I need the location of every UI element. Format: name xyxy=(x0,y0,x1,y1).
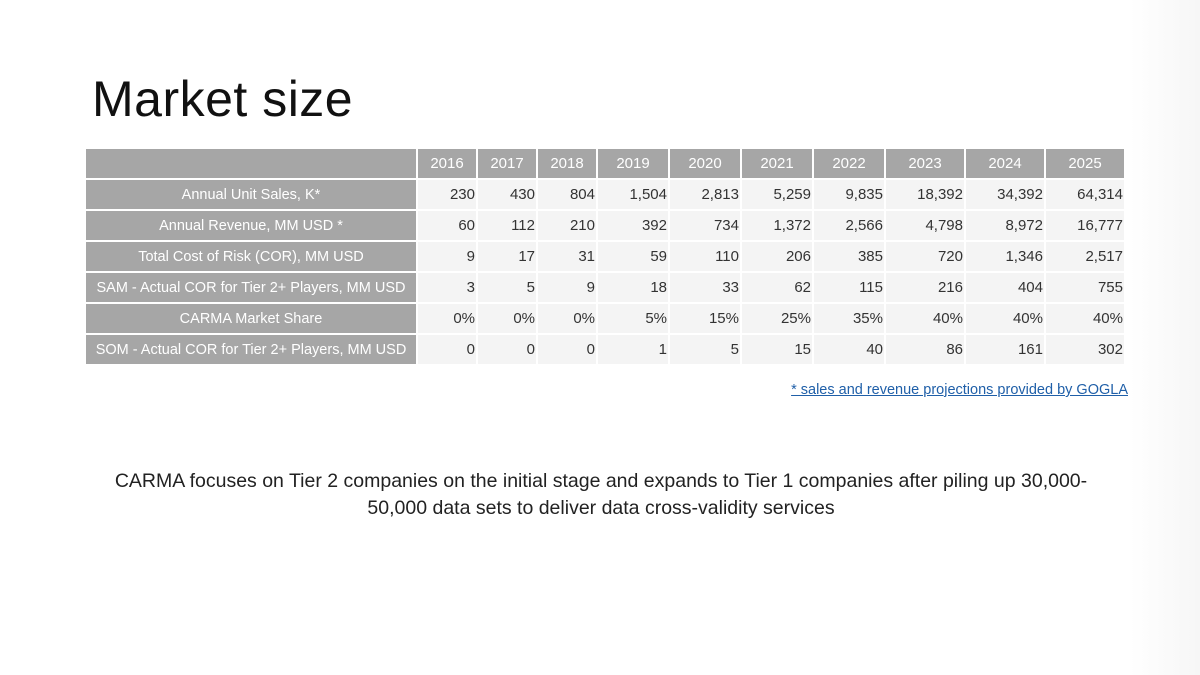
table-cell: 60 xyxy=(418,211,476,242)
table-cell: 392 xyxy=(598,211,668,242)
table-cell: 115 xyxy=(814,273,884,304)
year-header: 2016 xyxy=(418,149,476,180)
table-cell: 8,972 xyxy=(966,211,1044,242)
table-cell: 2,813 xyxy=(670,180,740,211)
table-corner-cell xyxy=(86,149,416,180)
table-cell: 34,392 xyxy=(966,180,1044,211)
table-cell: 1,504 xyxy=(598,180,668,211)
table-cell: 18,392 xyxy=(886,180,964,211)
table-cell: 804 xyxy=(538,180,596,211)
table-cell: 25% xyxy=(742,304,812,335)
table-header-row xyxy=(86,149,1124,180)
table-cell: 5,259 xyxy=(742,180,812,211)
slide-title: Market size xyxy=(92,71,354,127)
table-cell: 40% xyxy=(886,304,964,335)
table-cell: 0% xyxy=(478,304,536,335)
table-cell: 0 xyxy=(538,335,596,366)
year-header: 2023 xyxy=(886,149,964,180)
table-cell: 5 xyxy=(478,273,536,304)
table-row xyxy=(86,304,1124,335)
row-label: SOM - Actual COR for Tier 2+ Players, MM USD xyxy=(86,335,416,366)
row-label: CARMA Market Share xyxy=(86,304,416,335)
table-cell: 18 xyxy=(598,273,668,304)
table-cell: 4,798 xyxy=(886,211,964,242)
table-cell: 0% xyxy=(418,304,476,335)
table-cell: 755 xyxy=(1046,273,1124,304)
table-cell: 33 xyxy=(670,273,740,304)
table-cell: 15 xyxy=(742,335,812,366)
table-cell: 86 xyxy=(886,335,964,366)
table-cell: 59 xyxy=(598,242,668,273)
table-cell: 64,314 xyxy=(1046,180,1124,211)
summary-text: CARMA focuses on Tier 2 companies on the initial stage and expands to Tier 1 companies after piling up 30,000-50,000 data sets to deliver data cross-validity services xyxy=(114,470,1088,519)
table-row xyxy=(86,335,1124,366)
table-cell: 210 xyxy=(538,211,596,242)
row-label: Total Cost of Risk (COR), MM USD xyxy=(86,242,416,273)
table-cell: 404 xyxy=(966,273,1044,304)
table-cell: 40% xyxy=(966,304,1044,335)
table-cell: 1 xyxy=(598,335,668,366)
table-cell: 62 xyxy=(742,273,812,304)
table-cell: 110 xyxy=(670,242,740,273)
table-cell: 9 xyxy=(538,273,596,304)
table-row xyxy=(86,180,1124,211)
table-cell: 40% xyxy=(1046,304,1124,335)
table-cell: 385 xyxy=(814,242,884,273)
source-footnote-link[interactable]: * sales and revenue projections provided by GOGLA xyxy=(791,382,1128,398)
table-cell: 0 xyxy=(478,335,536,366)
table-cell: 112 xyxy=(478,211,536,242)
table-cell: 2,566 xyxy=(814,211,884,242)
table-row xyxy=(86,273,1124,304)
table-cell: 216 xyxy=(886,273,964,304)
table-cell: 2,517 xyxy=(1046,242,1124,273)
table-cell: 302 xyxy=(1046,335,1124,366)
table-cell: 9,835 xyxy=(814,180,884,211)
table-row xyxy=(86,242,1124,273)
table-cell: 720 xyxy=(886,242,964,273)
year-header: 2020 xyxy=(670,149,740,180)
row-label: SAM - Actual COR for Tier 2+ Players, MM USD xyxy=(86,273,416,304)
table-cell: 734 xyxy=(670,211,740,242)
year-header: 2024 xyxy=(966,149,1044,180)
year-header: 2022 xyxy=(814,149,884,180)
table-cell: 1,372 xyxy=(742,211,812,242)
table-cell: 9 xyxy=(418,242,476,273)
table-cell: 1,346 xyxy=(966,242,1044,273)
table-cell: 17 xyxy=(478,242,536,273)
background-shade xyxy=(1130,0,1200,675)
year-header: 2021 xyxy=(742,149,812,180)
table-cell: 16,777 xyxy=(1046,211,1124,242)
year-header: 2025 xyxy=(1046,149,1124,180)
table-cell: 15% xyxy=(670,304,740,335)
table-cell: 430 xyxy=(478,180,536,211)
table-cell: 31 xyxy=(538,242,596,273)
table-cell: 0 xyxy=(418,335,476,366)
market-size-table xyxy=(84,149,1126,366)
table-cell: 230 xyxy=(418,180,476,211)
table-cell: 40 xyxy=(814,335,884,366)
table-cell: 206 xyxy=(742,242,812,273)
table-cell: 3 xyxy=(418,273,476,304)
year-header: 2017 xyxy=(478,149,536,180)
table-row xyxy=(86,211,1124,242)
table-cell: 0% xyxy=(538,304,596,335)
year-header: 2019 xyxy=(598,149,668,180)
table-cell: 5% xyxy=(598,304,668,335)
table-cell: 161 xyxy=(966,335,1044,366)
year-header: 2018 xyxy=(538,149,596,180)
table-cell: 5 xyxy=(670,335,740,366)
row-label: Annual Revenue, MM USD * xyxy=(86,211,416,242)
table-cell: 35% xyxy=(814,304,884,335)
row-label: Annual Unit Sales, K* xyxy=(86,180,416,211)
